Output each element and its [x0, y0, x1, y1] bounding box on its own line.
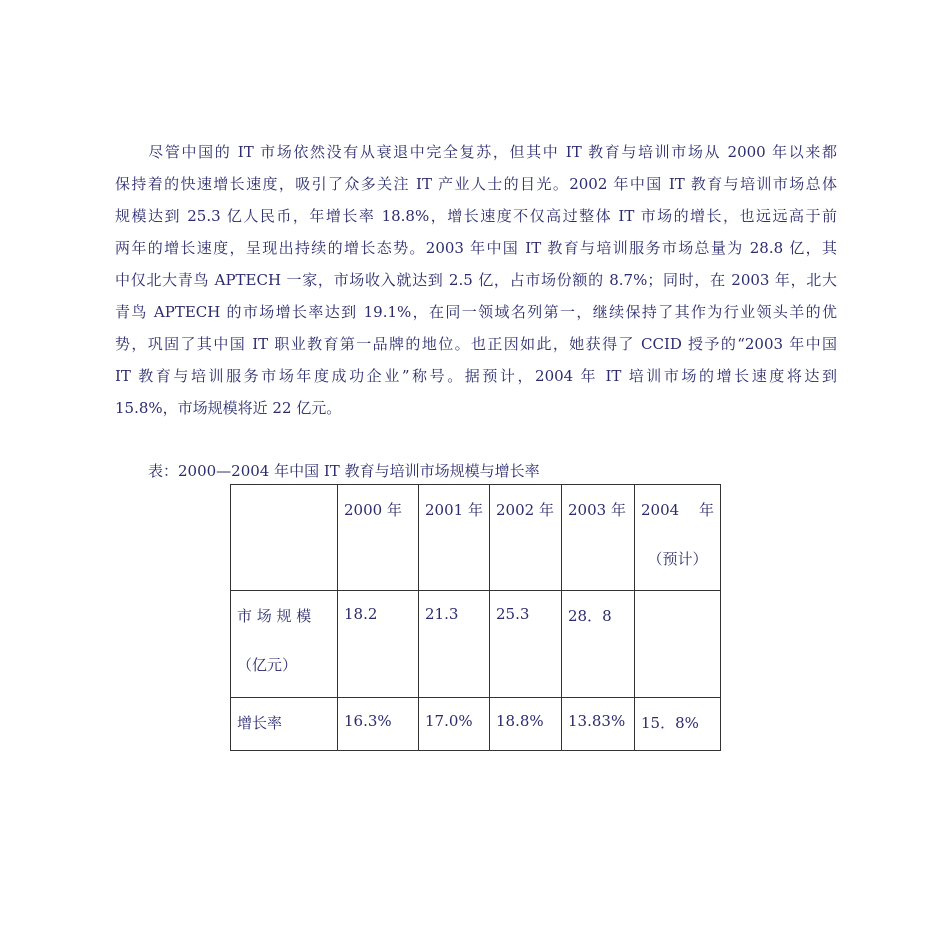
paragraph-line: 15.8%，市场规模将近 22 亿元。 [115, 399, 342, 417]
header-estimate-note: （预计） [647, 550, 708, 568]
table-cell: 21.3 [419, 591, 490, 698]
paragraph-line: 中仅北大青鸟 APTECH 一家，市场收入就达到 2.5 亿，占市场份额的 8.7%；同时，在 2003 年，北大 [115, 271, 837, 289]
table-header-cell: 2003 年 [562, 485, 635, 591]
table-cell: 16.3% [338, 698, 419, 751]
table-header-cell: 2000 年 [338, 485, 419, 591]
paragraph-line: 保持着的快速增长速度，吸引了众多关注 IT 产业人士的目光。2002 年中国 IT 教育与培训市场总体 [115, 175, 837, 193]
table-header-cell: 2002 年 [490, 485, 562, 591]
row-label-cell [231, 591, 338, 698]
table-header-row [231, 485, 721, 591]
paragraph-line: 规模达到 25.3 亿人民币，年增长率 18.8%，增长速度不仅高过整体 IT 市场的增长，也远远高于前 [115, 207, 837, 225]
table-cell: 28．8 [562, 591, 635, 698]
paragraph-line: 两年的增长速度，呈现出持续的增长态势。2003 年中国 IT 教育与培训服务市场总量为 28.8 亿，其 [115, 239, 837, 257]
row-label: 市 场 规 模 [237, 607, 312, 625]
table-header-cell [635, 485, 721, 591]
body-paragraph [115, 141, 837, 429]
table-cell: 17.0% [419, 698, 490, 751]
paragraph-line: 势，巩固了其中国 IT 职业教育第一品牌的地位。也正因如此，她获得了 CCID 授予的“2003 年中国 [115, 335, 837, 353]
header-year-2004: 2004 年 [641, 501, 714, 519]
paragraph-line: IT 教育与培训服务市场年度成功企业”称号。据预计，2004 年 IT 培训市场的增长速度将达到 [115, 367, 837, 385]
market-table [230, 484, 721, 751]
table-header-cell: 2001 年 [419, 485, 490, 591]
table-caption: 表：2000—2004 年中国 IT 教育与培训市场规模与增长率 [148, 462, 540, 480]
table-cell: 25.3 [490, 591, 562, 698]
table-cell [635, 591, 721, 698]
table-cell: 15．8% [635, 698, 721, 751]
table-row [231, 698, 721, 751]
paragraph-line: 青鸟 APTECH 的市场增长率达到 19.1%，在同一领域名列第一，继续保持了其作为行业领头羊的优 [115, 303, 837, 321]
row-label-unit: （亿元） [237, 656, 298, 674]
table-header-cell [231, 485, 338, 591]
table-cell: 18.8% [490, 698, 562, 751]
row-label-cell: 增长率 [231, 698, 338, 751]
table-row [231, 591, 721, 698]
table-cell: 13.83% [562, 698, 635, 751]
paragraph-line: 尽管中国的 IT 市场依然没有从衰退中完全复苏，但其中 IT 教育与培训市场从 2000 年以来都 [115, 143, 837, 161]
table-cell: 18.2 [338, 591, 419, 698]
